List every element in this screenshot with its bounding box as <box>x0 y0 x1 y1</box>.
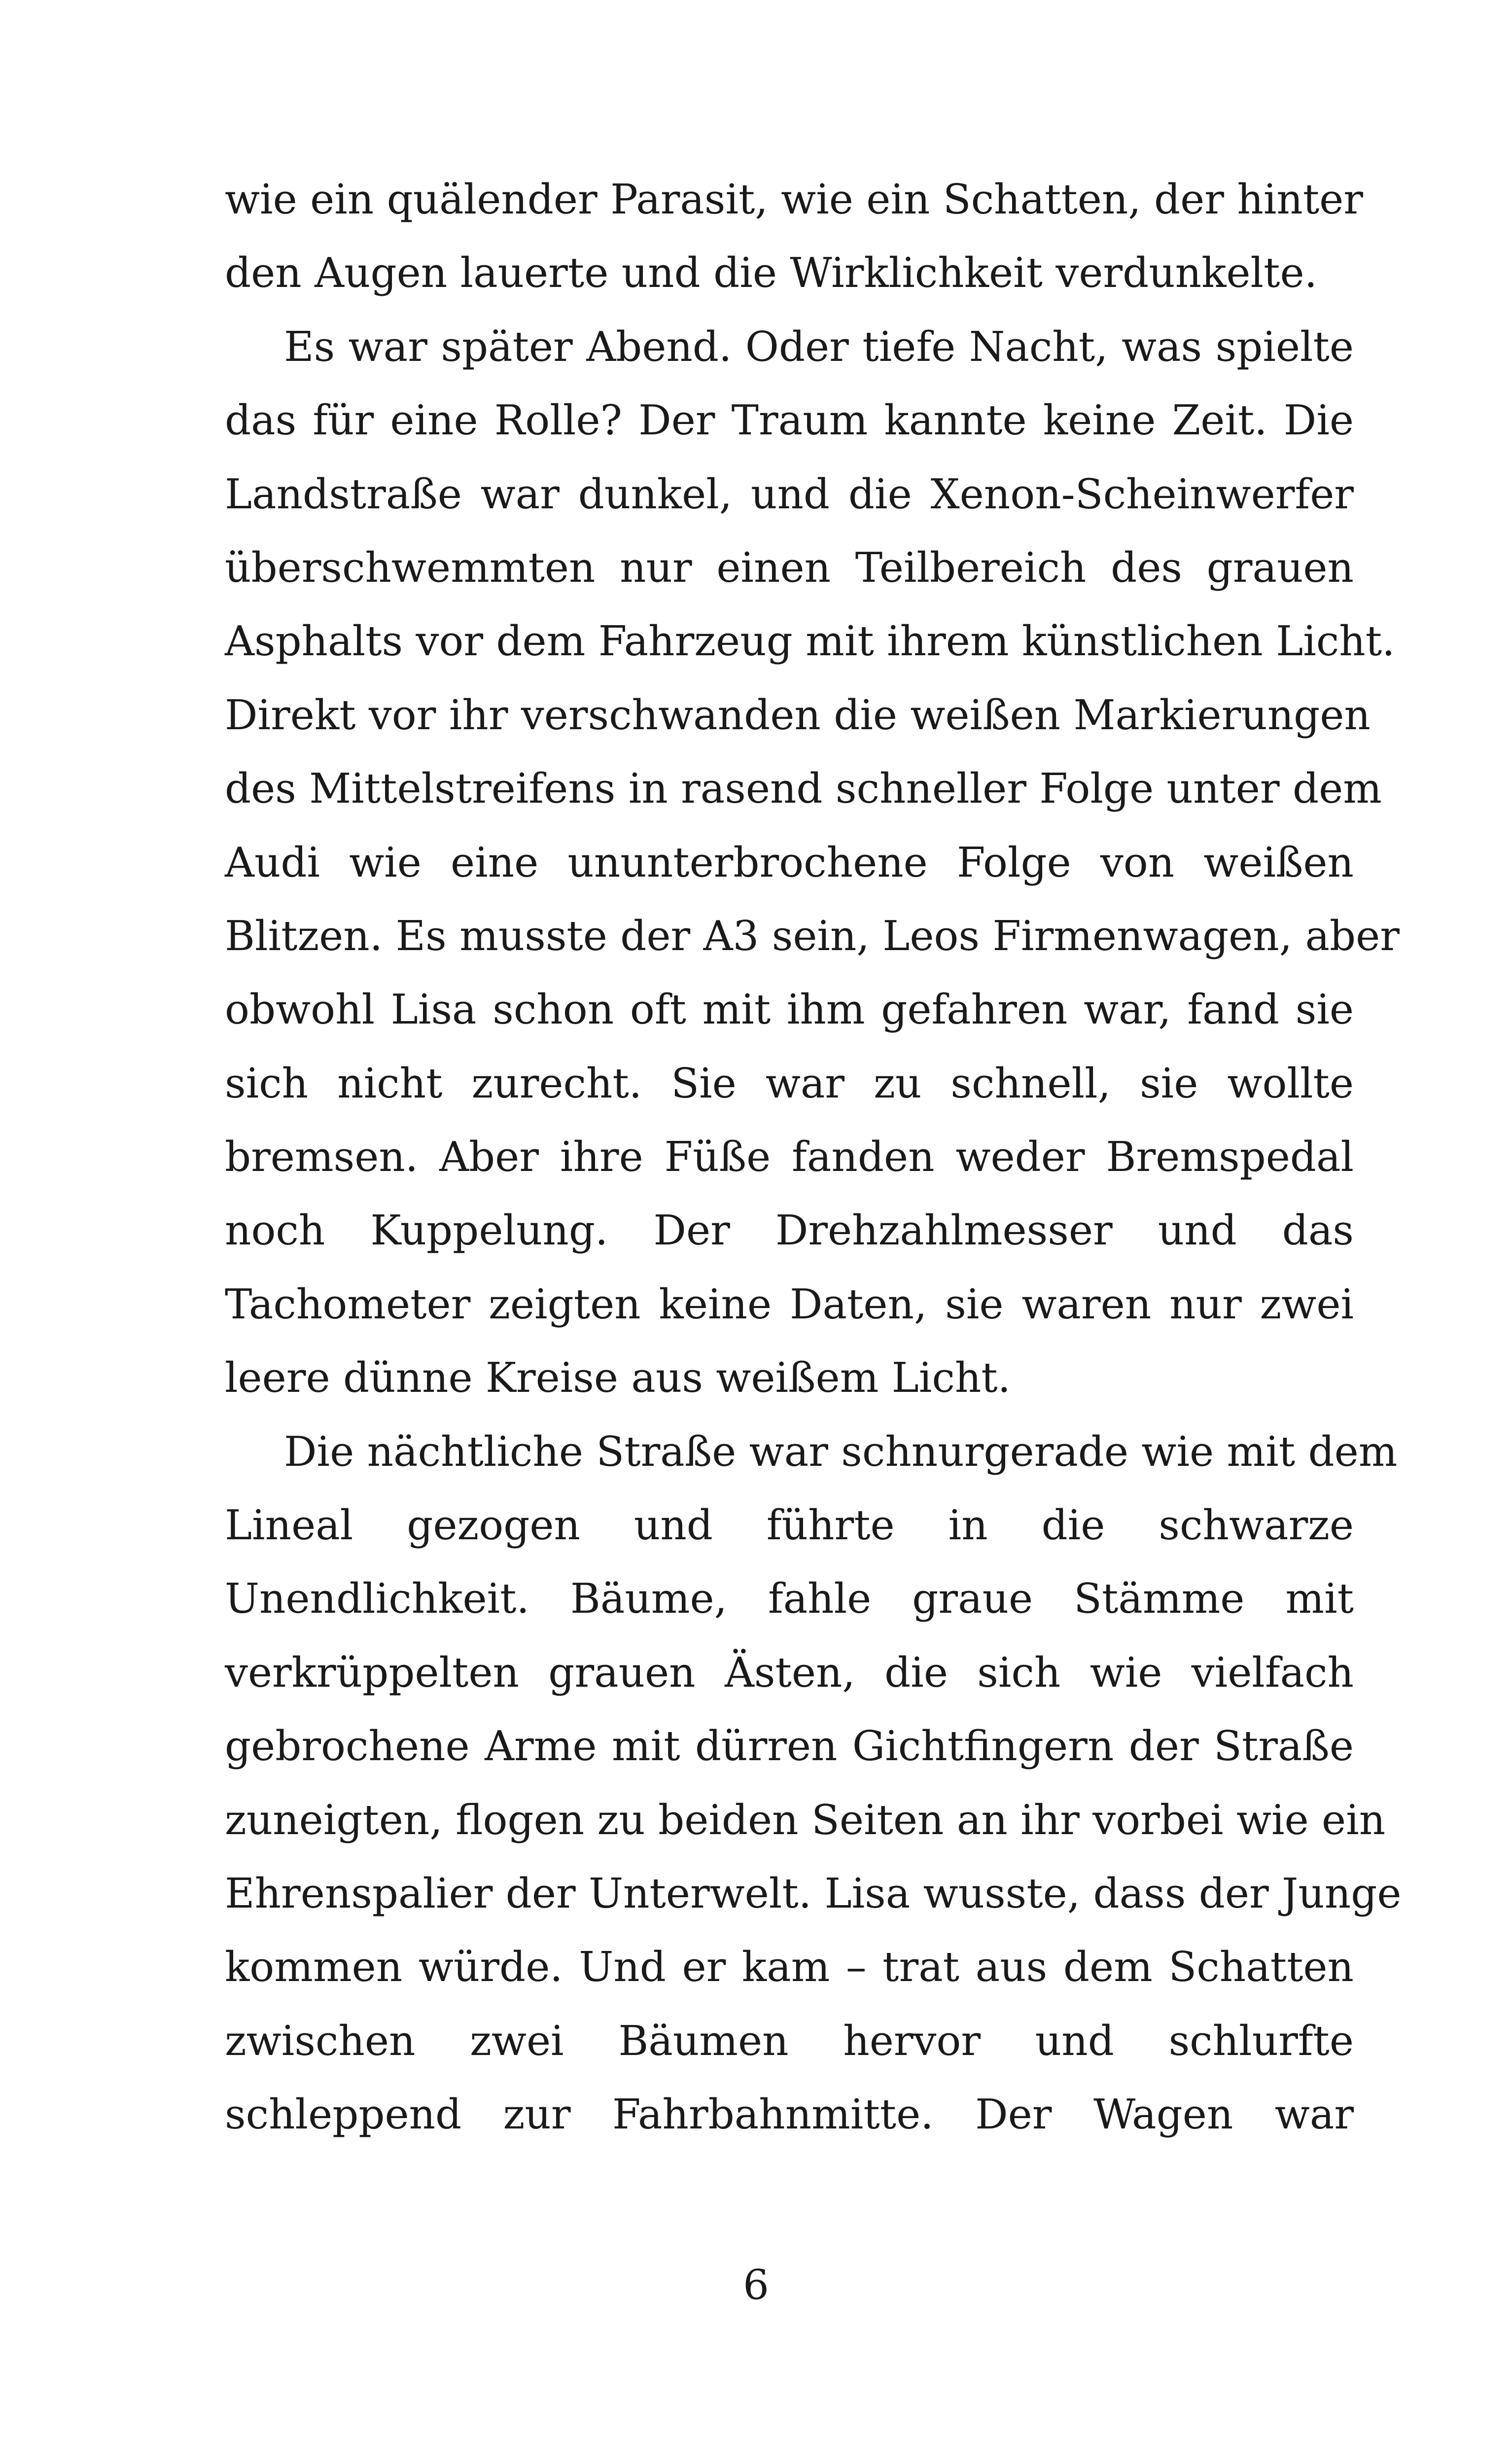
text-line-17: leere dünne Kreise aus weißem Licht. <box>225 1354 1011 1402</box>
text-line-26: zwischen zwei Bäumen hervor und schlurfte <box>225 2017 1354 2065</box>
text-line-12: obwohl Lisa schon oft mit ihm gefahren war, fand sie <box>225 986 1354 1034</box>
text-line-20: Unendlichkeit. Bäume, fahle graue Stämme mit <box>225 1575 1354 1623</box>
text-line-10: Audi wie eine ununterbrochene Folge von weißen <box>225 838 1354 886</box>
text-line-5: Landstraße war dunkel, und die Xenon-Scheinwerfer <box>225 470 1354 518</box>
text-line-18: Die nächtliche Straße war schnurgerade wie mit dem <box>284 1427 1398 1476</box>
text-line-1: wie ein quälender Parasit, wie ein Schatten, der hinter <box>225 176 1363 223</box>
text-line-6: überschwemmten nur einen Teilbereich des grauen <box>225 543 1354 592</box>
text-line-15: noch Kuppelung. Der Drehzahlmesser und das <box>225 1206 1354 1255</box>
text-line-7: Asphalts vor dem Fahrzeug mit ihrem künstlichen Licht. <box>225 617 1395 666</box>
body-text <box>225 163 1402 2152</box>
text-line-13: sich nicht zurecht. Sie war zu schnell, sie wollte <box>225 1059 1354 1107</box>
text-line-25: kommen würde. Und er kam – trat aus dem Schatten <box>225 1943 1354 1991</box>
text-line-3: Es war später Abend. Oder tiefe Nacht, was spielte <box>284 322 1354 371</box>
text-line-9: des Mittelstreifens in rasend schneller Folge unter dem <box>225 765 1382 813</box>
page-number: 6 <box>743 2261 769 2309</box>
text-line-23: zuneigten, flogen zu beiden Seiten an ihr vorbei wie ein <box>225 1796 1386 1844</box>
text-line-14: bremsen. Aber ihre Füße fanden weder Bremspedal <box>225 1133 1354 1181</box>
text-line-16: Tachometer zeigten keine Daten, sie waren nur zwei <box>225 1280 1354 1328</box>
text-line-11: Blitzen. Es musste der A3 sein, Leos Firmenwagen, aber <box>225 912 1400 960</box>
text-line-22: gebrochene Arme mit dürren Gichtfingern der Straße <box>225 1722 1354 1771</box>
text-line-24: Ehrenspalier der Unterwelt. Lisa wusste, dass der Junge <box>225 1869 1402 1917</box>
text-line-8: Direkt vor ihr verschwanden die weißen Markierungen <box>225 691 1371 739</box>
text-line-21: verkrüppelten grauen Ästen, die sich wie vielfach <box>225 1648 1354 1697</box>
text-line-4: das für eine Rolle? Der Traum kannte keine Zeit. Die <box>225 396 1354 445</box>
text-line-19: Lineal gezogen und führte in die schwarze <box>225 1501 1354 1550</box>
text-line-2: den Augen lauerte und die Wirklichkeit verdunkelte. <box>225 249 1317 297</box>
text-line-27: schleppend zur Fahrbahnmitte. Der Wagen war <box>225 2091 1354 2139</box>
